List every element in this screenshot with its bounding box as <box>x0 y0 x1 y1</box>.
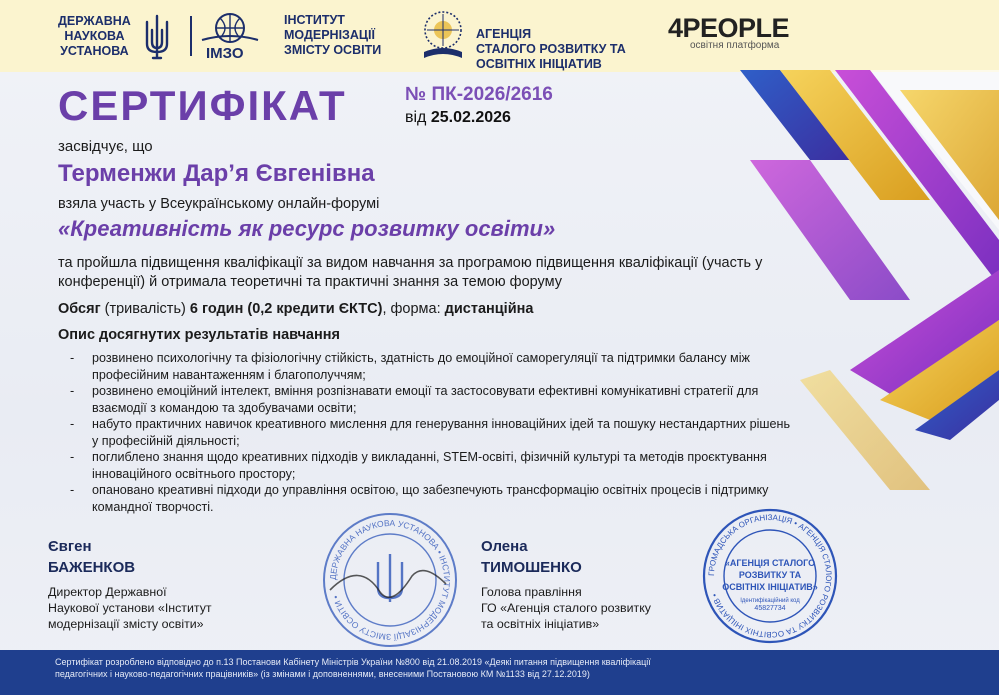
qualification-text: та пройшла підвищення кваліфікації за видом навчання за програмою підвищення кваліфікації (участь у конференції) й отримала теоретичні та практичні знання за темою форуму <box>58 255 763 290</box>
certificate-title: СЕРТИФІКАТ <box>58 82 347 129</box>
footer-text: Сертифікат розроблено відповідно до п.13 Постанови Кабінету Міністрів України №800 від 21.08.2019 «Деякі питання підвищення кваліфікації педагогічних і науково-педагогічних працівників» (із змінами і доповненнями, внесеними Постановою КМ №1133 від 27.12.2019) <box>55 657 651 679</box>
certificate-number: № ПК-2026/2616 <box>405 84 553 105</box>
signatory-1-name: Євген БАЖЕНКОВ <box>48 538 136 576</box>
recipient-name: Терменжи Дар’я Євгенівна <box>58 160 375 187</box>
institute-label: ІНСТИТУТ МОДЕРНІЗАЦІЇ ЗМІСТУ ОСВІТИ <box>284 13 382 57</box>
agency-logo-icon <box>418 8 468 62</box>
4people-logo: 4PEOPLE освітня платформа <box>668 13 790 51</box>
svg-text:РОЗВИТКУ ТА: РОЗВИТКУ ТА <box>738 570 802 580</box>
svg-text:ДЕРЖАВНА НАУКОВА УСТАНОВА • ІН: ДЕРЖАВНА НАУКОВА УСТАНОВА • ІНСТИТУТ МОДЕРНІЗАЦІЇ ЗМІСТУ ОСВІТИ • <box>327 517 453 643</box>
institute-stamp <box>320 510 460 650</box>
list-item: - поглиблено знання щодо креативних підходів у викладанні, STEM-освіті, фізичній культурі та методів проєктування інноваційного освітнього простору; <box>58 449 798 482</box>
certifies-text: засвідчує, що <box>58 138 153 155</box>
svg-text:45827734: 45827734 <box>754 605 786 612</box>
svg-text:ІМЗО: ІМЗО <box>206 45 244 62</box>
header-divider <box>190 16 192 56</box>
agency-label: АГЕНЦІЯ СТАЛОГО РОЗВИТКУ ТА ОСВІТНІХ ІНІЦІАТИВ <box>476 27 626 71</box>
forum-title: «Креативність як ресурс розвитку освіти» <box>58 216 556 241</box>
signature-stroke <box>330 571 446 598</box>
signatory-1-role: Директор Державної Наукової установи «Інститут модернізації змісту освіти» <box>48 585 212 631</box>
svg-text:ОСВІТНІХ ІНІЦІАТИВ»: ОСВІТНІХ ІНІЦІАТИВ» <box>722 582 818 592</box>
volume-line: Обсяг (тривалість) 6 годин (0,2 кредити ЄКТС), форма: дистанційна <box>58 301 534 317</box>
list-item: - розвинено психологічну та фізіологічну стійкість, здатність до емоційної саморегуляції та підтримки балансу між професійним навантаженням і благополуччям; <box>58 350 798 383</box>
signatory-2-name: Олена ТИМОШЕНКО <box>481 538 582 576</box>
list-item: - розвинено емоційний інтелект, вміння розпізнавати емоції та застосовувати ефективні комунікативні стратегії для взаємодії з командою та здобувачами освіти; <box>58 383 798 416</box>
signatory-2-role: Голова правління ГО «Агенція сталого розвитку та освітніх ініціатив» <box>481 585 651 631</box>
agency-stamp <box>700 506 840 646</box>
participation-text: взяла участь у Всеукраїнському онлайн-форумі <box>58 196 380 212</box>
state-institution-label: ДЕРЖАВНА НАУКОВА УСТАНОВА <box>58 14 131 58</box>
svg-text:ГРОМАДСЬКА ОРГАНІЗАЦІЯ • АГЕНЦ: ГРОМАДСЬКА ОРГАНІЗАЦІЯ • АГЕНЦІЯ СТАЛОГО РОЗВИТКУ ТА ОСВІТНІХ ІНІЦІАТИВ • <box>706 512 834 640</box>
svg-text:«АГЕНЦІЯ СТАЛОГО: «АГЕНЦІЯ СТАЛОГО <box>724 558 816 568</box>
list-item: - набуто практичних навичок креативного мислення для генерування інноваційних ідей та пошуку нестандартних рішень у професійній діяльності; <box>58 416 798 449</box>
certificate-date: від 25.02.2026 <box>405 109 511 126</box>
results-list <box>58 350 798 515</box>
results-heading: Опис досягнутих результатів навчання <box>58 327 340 343</box>
imzo-logo <box>200 10 280 62</box>
trident-icon <box>143 12 171 60</box>
list-item: - опановано креативні підходи до управління освітою, що забезпечують трансформацію освітніх процесів і підтримку командної творчості. <box>58 482 798 515</box>
svg-text:Ідентифікаційний код: Ідентифікаційний код <box>740 598 800 604</box>
